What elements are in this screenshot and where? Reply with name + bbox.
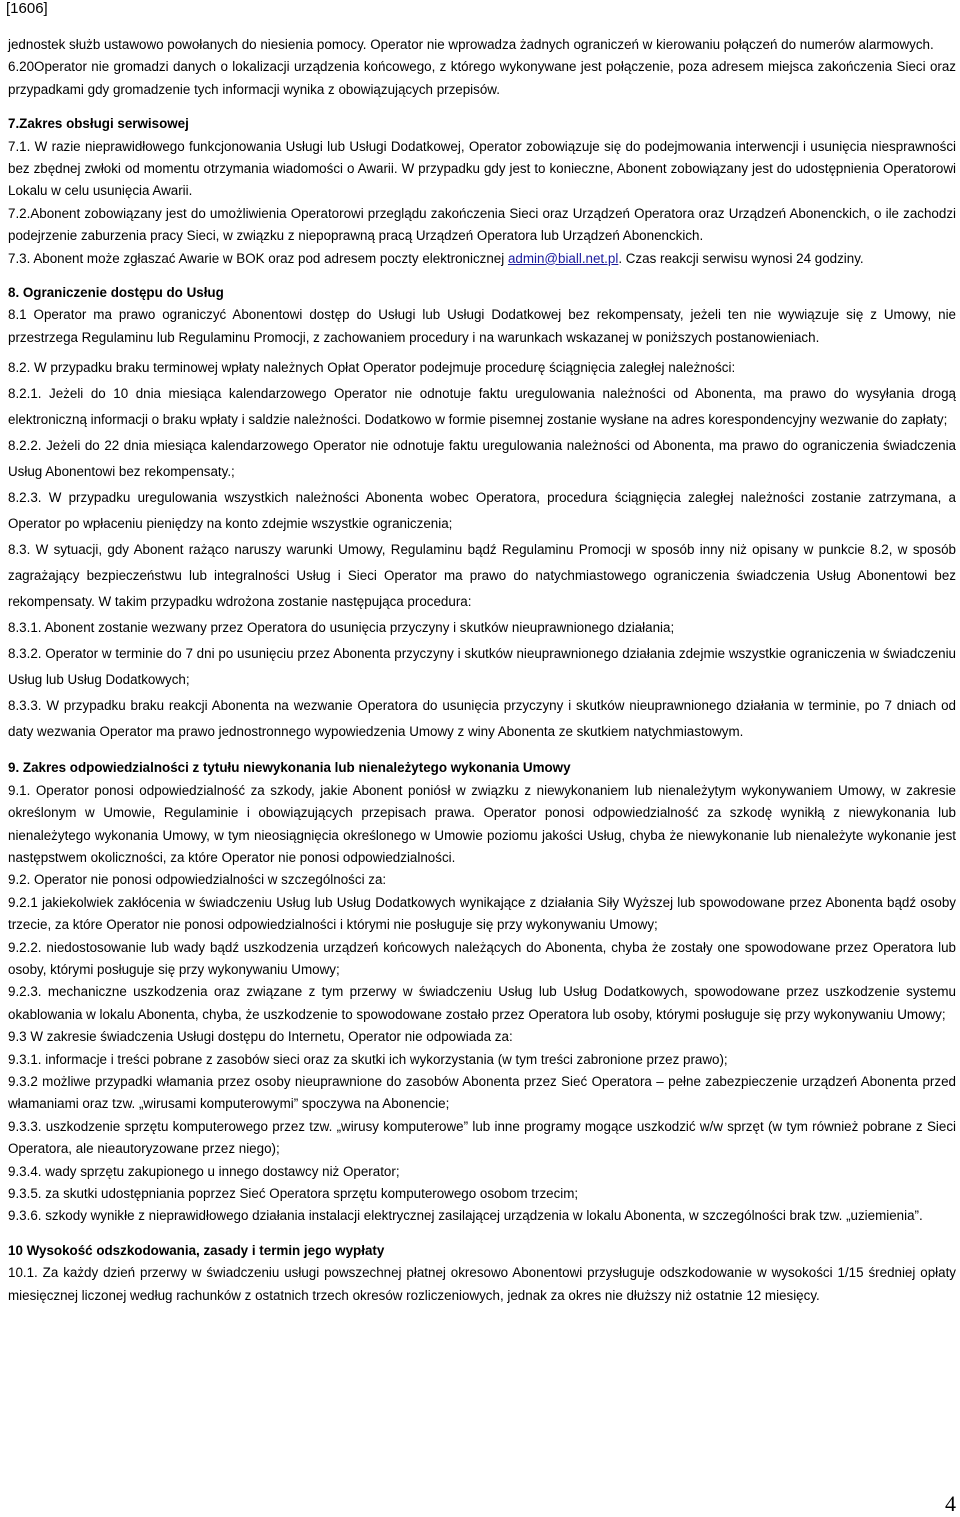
section-heading-7: 7.Zakres obsługi serwisowej: [8, 116, 189, 132]
paragraph-6-19-continuation: jednostek służb ustawowo powołanych do niesienia pomocy. Operator nie wprowadza żadnych ograniczeń w kierowaniu połączeń do numerów alarmowych.: [8, 37, 934, 52]
paragraph-8-1: 8.1 Operator ma prawo ograniczyć Abonentowi dostęp do Usługi lub Usługi Dodatkowej bez rekompensaty, jeżeli ten nie wywiązuje się z Umowy, nie przestrzega Regulaminu lub Regulaminu Promocji, z zachowaniem procedury i na warunkach wskazanej w poniższych postanowieniach.: [8, 307, 956, 345]
paragraph-7-3-tail: . Czas reakcji serwisu wynosi 24 godziny.: [618, 250, 864, 266]
section-heading-10: 10 Wysokość odszkodowania, zasady i termin jego wypłaty: [8, 1242, 385, 1258]
paragraph-9-2-3: 9.2.3. mechaniczne uszkodzenia oraz związane z tym przerwy w świadczeniu Usług lub Usług Dodatkowych, spowodowane przez uszkodzenie systemu okablowania w lokalu Abonenta, chyba, że uszkodzenie to spowodowane zostało przez Operatora lub osoby, którymi posługuje się przy wykonywaniu Umowy;: [8, 984, 956, 1022]
paragraph-8-2-2: 8.2.2. Jeżeli do 22 dnia miesiąca kalendarzowego Operator nie odnotuje faktu uregulowania należności od Abonenta, ma prawo do ograniczenia świadczenia Usług Abonentowi bez rekompensaty.;: [8, 438, 956, 480]
paragraph-8-2: 8.2. W przypadku braku terminowej wpłaty należnych Opłat Operator podejmuje procedurę ściągnięcia zaległej należności:: [8, 360, 736, 376]
paragraph-7-1: 7.1. W razie nieprawidłowego funkcjonowania Usługi lub Usługi Dodatkowej, Operator zobowiązuje się do podejmowania interwencji i usunięcia niesprawności bez zbędnej zwłoki od momentu otrzymania wiadomości o Awarii. W przypadku gdy jest to konieczne, Abonent zobowiązany jest do udostępnienia Operatorowi Lokalu w celu usunięcia Awarii.: [8, 138, 956, 199]
paragraph-9-3-5: 9.3.5. za skutki udostępniania poprzez Sieć Operatora sprzętu komputerowego osobom trzecim;: [8, 1186, 579, 1201]
paragraph-9-1: 9.1. Operator ponosi odpowiedzialność za szkody, jakie Abonent poniósł w związku z niewykonaniem lub nienależytym wykonywaniem Umowy, w zakresie określonym w Umowie, Regulaminie i obowiązujących przepisach prawa. Operator ponosi odpowiedzialność za szkodę wynikłą z niewykonania lub nienależytego wykonania Umowy, w tym nieosiągnięcia określonego w Umowie poziomu jakości Usług, chyba że niewykonanie lub nienależyte wykonanie jest następstwem okoliczności, za które Operator nie ponosi odpowiedzialności.: [8, 782, 956, 865]
document-body: [8, 34, 956, 1307]
paragraph-9-2-2: 9.2.2. niedostosowanie lub wady bądź uszkodzenia urządzeń końcowych należących do Abonenta, chyba że zostały one spowodowane przez Operatora lub osoby, którymi posługuje się przy wykonywaniu Umowy;: [8, 939, 956, 977]
paragraph-9-2: 9.2. Operator nie ponosi odpowiedzialności w szczególności za:: [8, 872, 387, 888]
paragraph-7-3-text: 7.3. Abonent może zgłaszać Awarie w BOK oraz pod adresem poczty elektronicznej: [8, 250, 508, 266]
paragraph-7-3: [8, 248, 956, 270]
page-id: [1606]: [6, 0, 48, 17]
paragraph-9-3-2: 9.3.2 możliwe przypadki włamania przez osoby nieuprawnione do zasobów Abonenta przez Sieć Operatora – pełne zabezpieczenie urządzeń Abonenta przed włamaniami oraz tzw. „wirusami komputerowymi” spoczywa na Abonencie;: [8, 1073, 956, 1112]
section-heading-9: 9. Zakres odpowiedzialności z tytułu niewykonania lub nienależytego wykonania Umowy: [8, 760, 571, 776]
paragraph-8-2-1: 8.2.1. Jeżeli do 10 dnia miesiąca kalendarzowego Operator nie odnotuje faktu uregulowania należności od Abonenta, ma prawo do wysyłania drogą elektroniczną informacji o braku wpłaty i saldzie należności. Dodatkowo w formie pisemnej zostanie wysłane na adres korespondencyjny wezwanie do zapłaty;: [8, 386, 956, 428]
paragraph-6-20: 6.20Operator nie gromadzi danych o lokalizacji urządzenia końcowego, z którego wykonywane jest połączenie, poza adresem miejsca zakończenia Sieci oraz przypadkami gdy gromadzenie tych informacji wynika z obowiązujących przepisów.: [8, 59, 956, 97]
paragraph-9-3-3: 9.3.3. uszkodzenie sprzętu komputerowego przez tzw. „wirusy komputerowe” lub inne programy mogące uszkodzić w/w sprzęt (w tym również pobrane z Sieci Operatora, ale nieautoryzowane przez niego);: [8, 1118, 956, 1157]
paragraph-8-3-2: 8.3.2. Operator w terminie do 7 dni po usunięciu przez Abonenta przyczyny i skutków nieuprawnionego działania zdejmie wszystkie ograniczenia w świadczeniu Usług lub Usług Dodatkowych;: [8, 646, 956, 688]
paragraph-9-3-1: 9.3.1. informacje i treści pobrane z zasobów sieci oraz za skutki ich wykorzystania (w tym treści zabronione przez prawo);: [8, 1051, 728, 1067]
paragraph-8-3-1: 8.3.1. Abonent zostanie wezwany przez Operatora do usunięcia przyczyny i skutków nieuprawnionego działania;: [8, 620, 675, 636]
paragraph-9-3-4: 9.3.4. wady sprzętu zakupionego u innego dostawcy niż Operator;: [8, 1163, 400, 1179]
paragraph-9-3-6: 9.3.6. szkody wynikłe z nieprawidłowego działania instalacji elektrycznej zasilającej urządzenia w lokalu Abonenta, w szczególności brak tzw. „uziemienia”.: [8, 1208, 923, 1224]
paragraph-9-3: 9.3 W zakresie świadczenia Usługi dostępu do Internetu, Operator nie odpowiada za:: [8, 1029, 513, 1045]
paragraph-8-2-3: 8.2.3. W przypadku uregulowania wszystkich należności Abonenta wobec Operatora, procedura ściągnięcia zaległej należności zostanie zatrzymana, a Operator po wpłaceniu pieniędzy na konto zdejmie wszystkie ograniczenia;: [8, 490, 956, 532]
paragraph-9-2-1: 9.2.1 jakiekolwiek zakłócenia w świadczeniu Usług lub Usług Dodatkowych wynikające z działania Siły Wyższej lub spowodowane przez Abonenta bądź osoby trzecie, za które Operator nie ponosi odpowiedzialności i którymi nie posługuje się przy wykonywaniu Umowy;: [8, 894, 956, 933]
paragraph-8-3-3: 8.3.3. W przypadku braku reakcji Abonenta na wezwanie Operatora do usunięcia przyczyny i skutków nieuprawnionego działania w terminie, po 7 dniach od daty wezwania Operator ma prawo jednostronnego wypowiedzenia Umowy z winy Abonenta ze skutkiem natychmiastowym.: [8, 698, 956, 740]
paragraph-8-3: 8.3. W sytuacji, gdy Abonent rażąco naruszy warunki Umowy, Regulaminu bądź Regulaminu Promocji w sposób inny niż opisany w punkcie 8.2, w sposób zagrażający bezpieczeństwu lub integralności Usług i Sieci Operator ma prawo do natychmiastowego ograniczenia świadczenia Usług Abonentowi bez rekompensaty. W takim przypadku wdrożona zostanie następująca procedura:: [8, 542, 956, 610]
paragraph-7-2: 7.2.Abonent zobowiązany jest do umożliwienia Operatorowi przeglądu zakończenia Sieci oraz Urządzeń Operatora oraz Urządzeń Abonenckich, o ile zachodzi podejrzenie zaburzenia pracy Sieci, w związku z niepoprawną pracą Urządzeń Operatora lub Urządzeń Abonenckich.: [8, 205, 956, 244]
email-link[interactable]: admin@biall.net.pl: [507, 250, 619, 266]
page-number: 4: [945, 1491, 956, 1516]
paragraph-10-1: 10.1. Za każdy dzień przerwy w świadczeniu usługi powszechnej płatnej okresowo Abonentowi przysługuje odszkodowanie w wysokości 1/15 średniej opłaty miesięcznej liczonej według rachunków z ostatnich trzech okresów rozliczeniowych, jednak za okres nie dłuższy niż ostatnie 12 miesięcy.: [8, 1265, 956, 1303]
section-heading-8: 8. Ograniczenie dostępu do Usług: [8, 285, 224, 301]
